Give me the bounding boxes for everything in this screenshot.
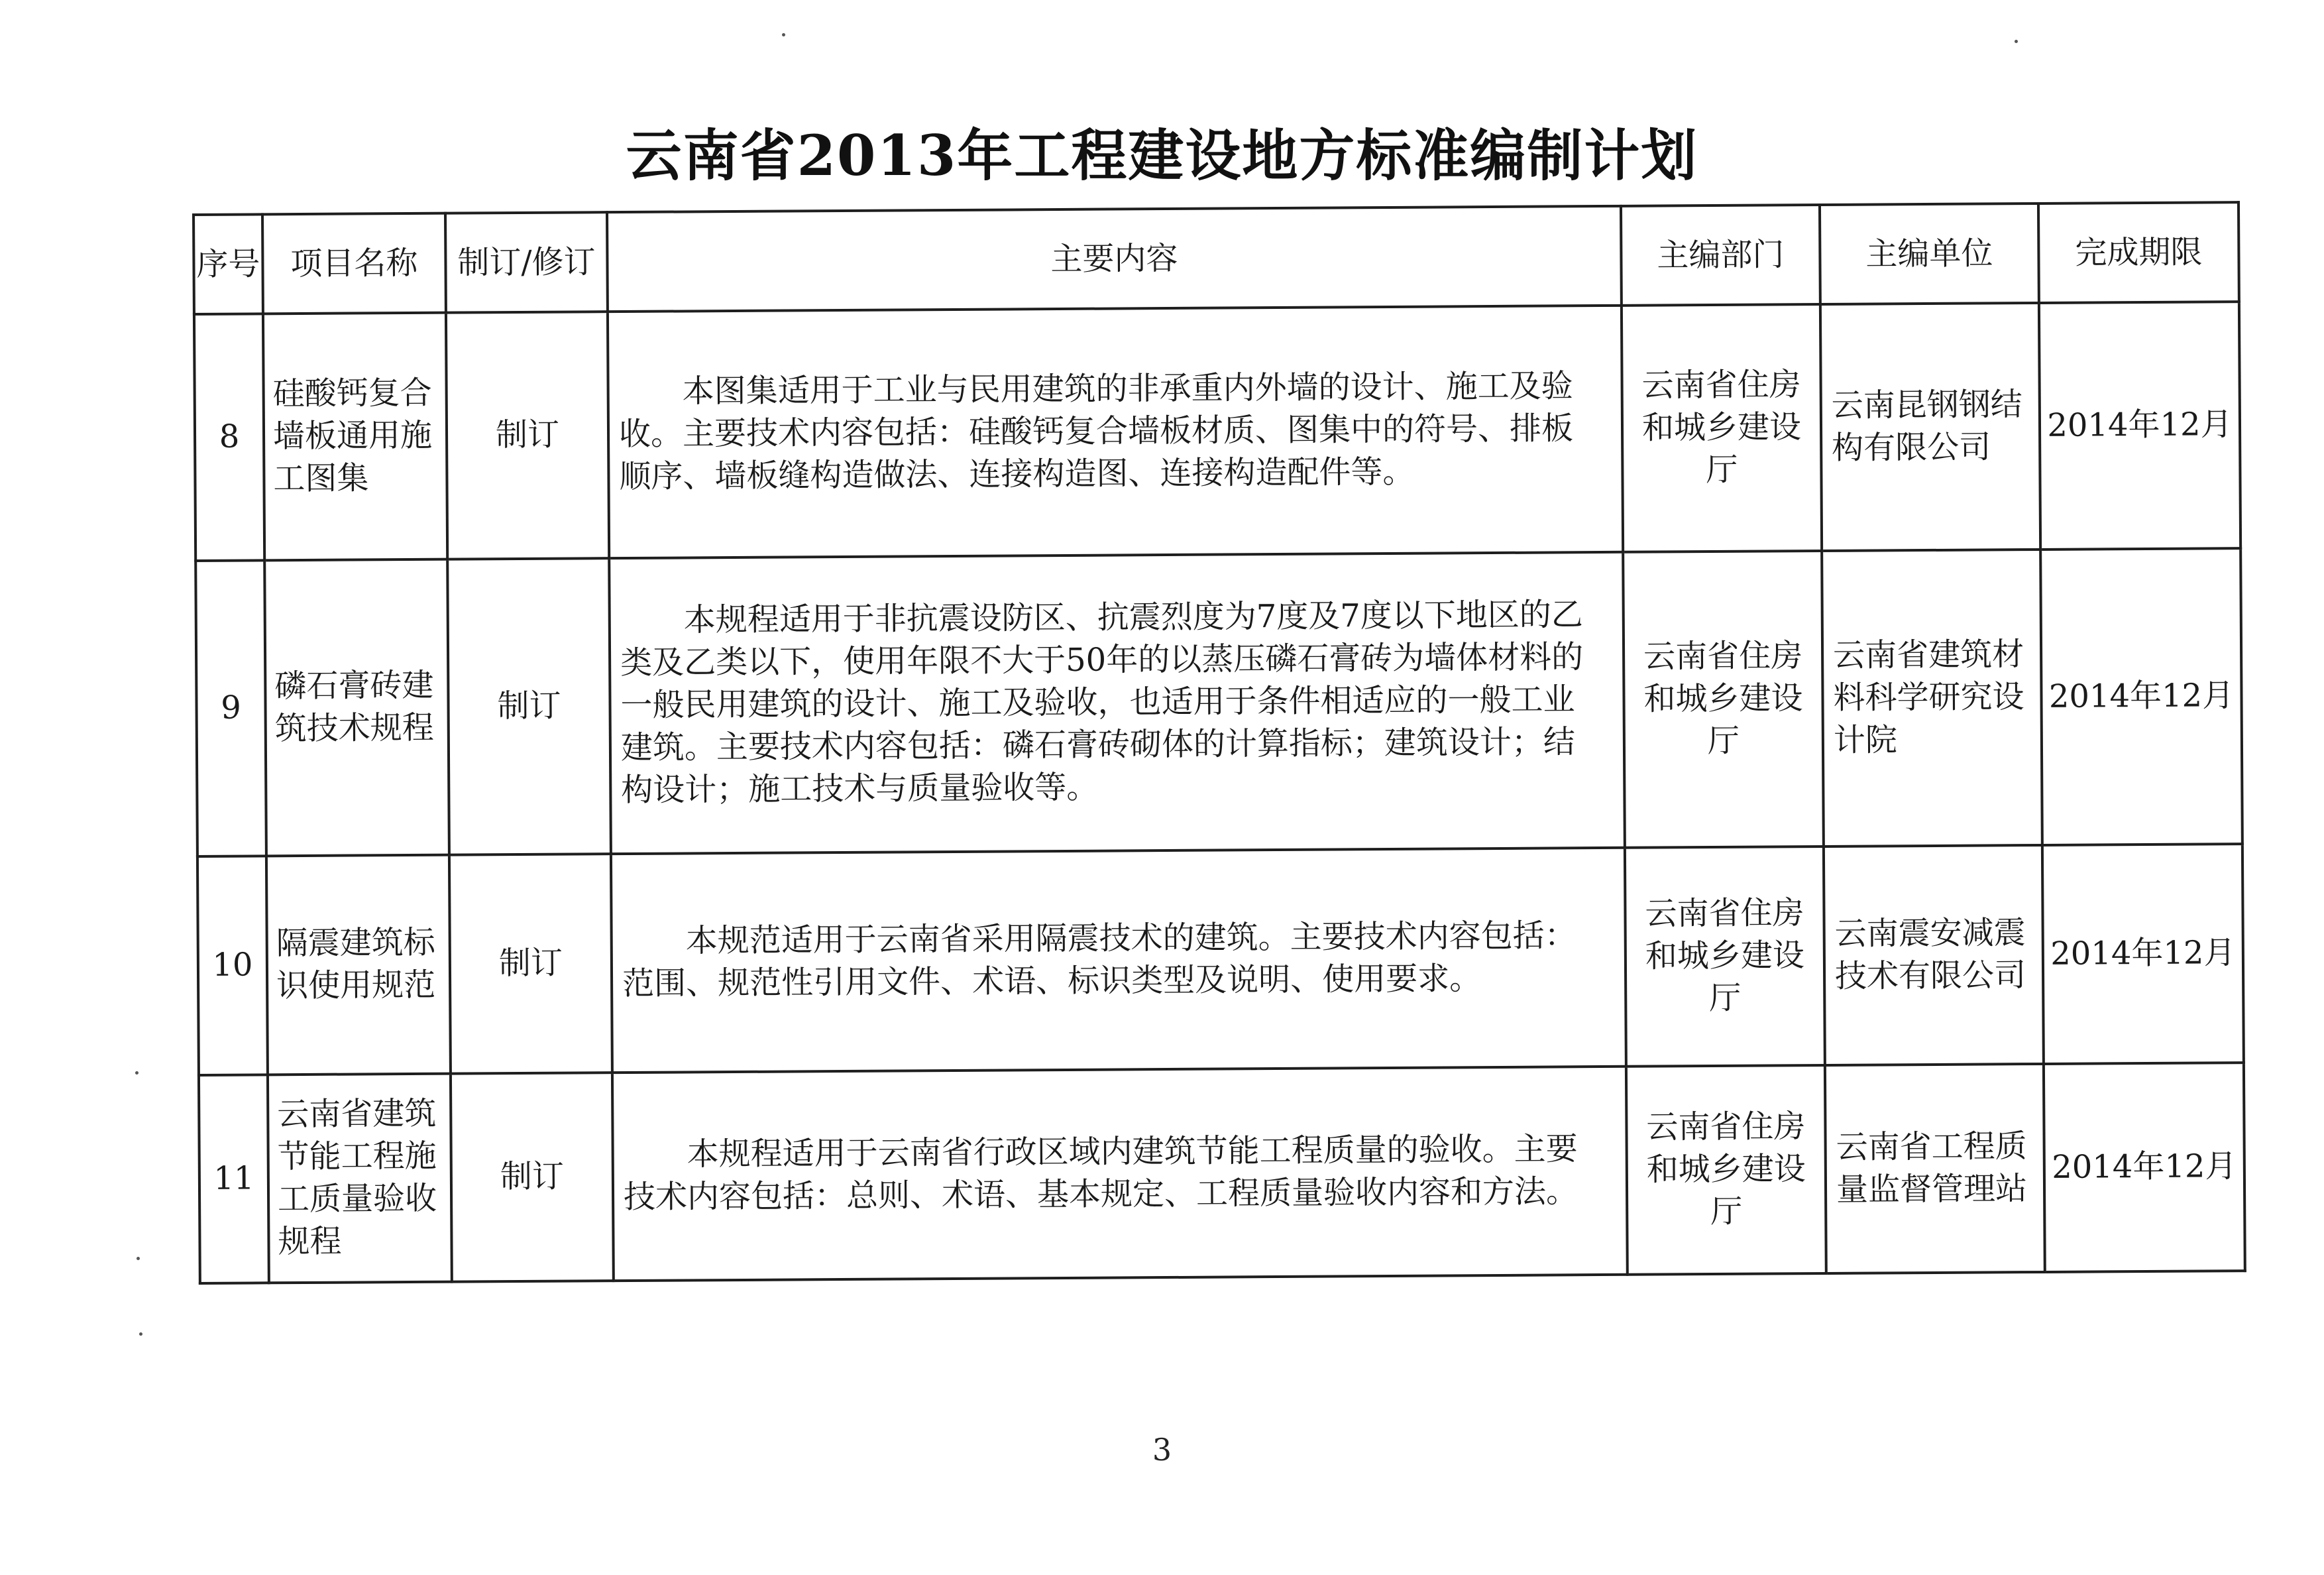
row-num: 11 xyxy=(199,1075,269,1283)
row-project-name: 磷石膏砖建筑技术规程 xyxy=(264,559,449,856)
row-type: 制订 xyxy=(446,312,609,559)
page-number: 3 xyxy=(1152,1432,1172,1468)
header-unit: 主编单位 xyxy=(1820,204,2039,304)
table-row xyxy=(195,548,2242,856)
row-content: 本规程适用于云南省行政区域内建筑节能工程质量的验收。主要技术内容包括：总则、术语、基本规定、工程质量验收内容和方法。 xyxy=(623,1130,1578,1216)
row-date: 2014年12月 xyxy=(2044,1063,2245,1272)
header-num: 序号 xyxy=(194,214,263,314)
scan-speck xyxy=(137,1257,140,1260)
scan-speck xyxy=(135,1071,138,1075)
row-unit: 云南省建筑材料科学研究设计院 xyxy=(1822,550,2042,846)
header-date: 完成期限 xyxy=(2038,202,2239,303)
header-name: 项目名称 xyxy=(262,213,446,314)
row-content: 本图集适用于工业与民用建筑的非承重内外墙的设计、施工及验收。主要技术内容包括：硅酸钙复合墙板材质、图集中的符号、排板顺序、墙板缝构造做法、连接构造图、连接构造配件等。 xyxy=(618,367,1574,495)
row-type: 制订 xyxy=(447,558,611,854)
row-unit: 云南震安减震技术有限公司 xyxy=(1824,845,2044,1065)
row-dept: 云南省住房和城乡建设厅 xyxy=(1622,304,1822,552)
row-content-cell xyxy=(612,1067,1628,1281)
row-content: 本规程适用于非抗震设防区、抗震烈度为7度及7度以下地区的乙类及乙类以下，使用年限不大于50年的以蒸压磷石膏砖为墙体材料的一般民用建筑的设计、施工及验收，也适用于条件相适应的一般工业建筑。主要技术内容包括：磷石膏砖砌体的计算指标；建筑设计；结构设计；施工技术与质量验收等。 xyxy=(620,596,1584,809)
header-type: 制订/修订 xyxy=(445,212,608,312)
row-num: 9 xyxy=(195,560,266,856)
table-row xyxy=(199,1063,2245,1283)
scan-speck xyxy=(2015,40,2018,43)
row-content-cell xyxy=(609,552,1625,854)
row-num: 10 xyxy=(197,856,268,1075)
row-date: 2014年12月 xyxy=(2039,302,2241,550)
row-unit: 云南昆钢钢结构有限公司 xyxy=(1820,303,2040,551)
row-dept: 云南省住房和城乡建设厅 xyxy=(1625,846,1825,1067)
row-project-name: 硅酸钙复合墙板通用施工图集 xyxy=(263,313,447,561)
page-title: 云南省2013年工程建设地方标准编制计划 xyxy=(626,123,1698,188)
row-type: 制订 xyxy=(451,1073,614,1281)
header-dept: 主编部门 xyxy=(1621,205,1820,306)
row-date: 2014年12月 xyxy=(2042,844,2244,1064)
table-row xyxy=(194,302,2241,561)
table-header-row xyxy=(194,202,2239,314)
row-project-name: 云南省建筑节能工程施工质量验收规程 xyxy=(268,1074,452,1283)
row-content: 本规范适用于云南省采用隔震技术的建筑。主要技术内容包括：范围、规范性引用文件、术语、标识类型及说明、使用要求。 xyxy=(622,917,1577,1003)
row-project-name: 隔震建筑标识使用规范 xyxy=(266,855,451,1075)
row-dept: 云南省住房和城乡建设厅 xyxy=(1626,1065,1826,1275)
scan-speck xyxy=(139,1332,142,1336)
scan-speck xyxy=(782,33,785,36)
row-date: 2014年12月 xyxy=(2040,548,2242,845)
table-row xyxy=(197,844,2244,1075)
row-unit: 云南省工程质量监督管理站 xyxy=(1825,1064,2045,1273)
header-content: 主要内容 xyxy=(607,206,1622,312)
row-type: 制订 xyxy=(449,854,612,1073)
row-dept: 云南省住房和城乡建设厅 xyxy=(1623,551,1824,848)
row-num: 8 xyxy=(194,314,264,561)
row-content-cell xyxy=(611,848,1626,1073)
standards-plan-table xyxy=(192,201,2246,1285)
row-content-cell xyxy=(608,306,1623,558)
